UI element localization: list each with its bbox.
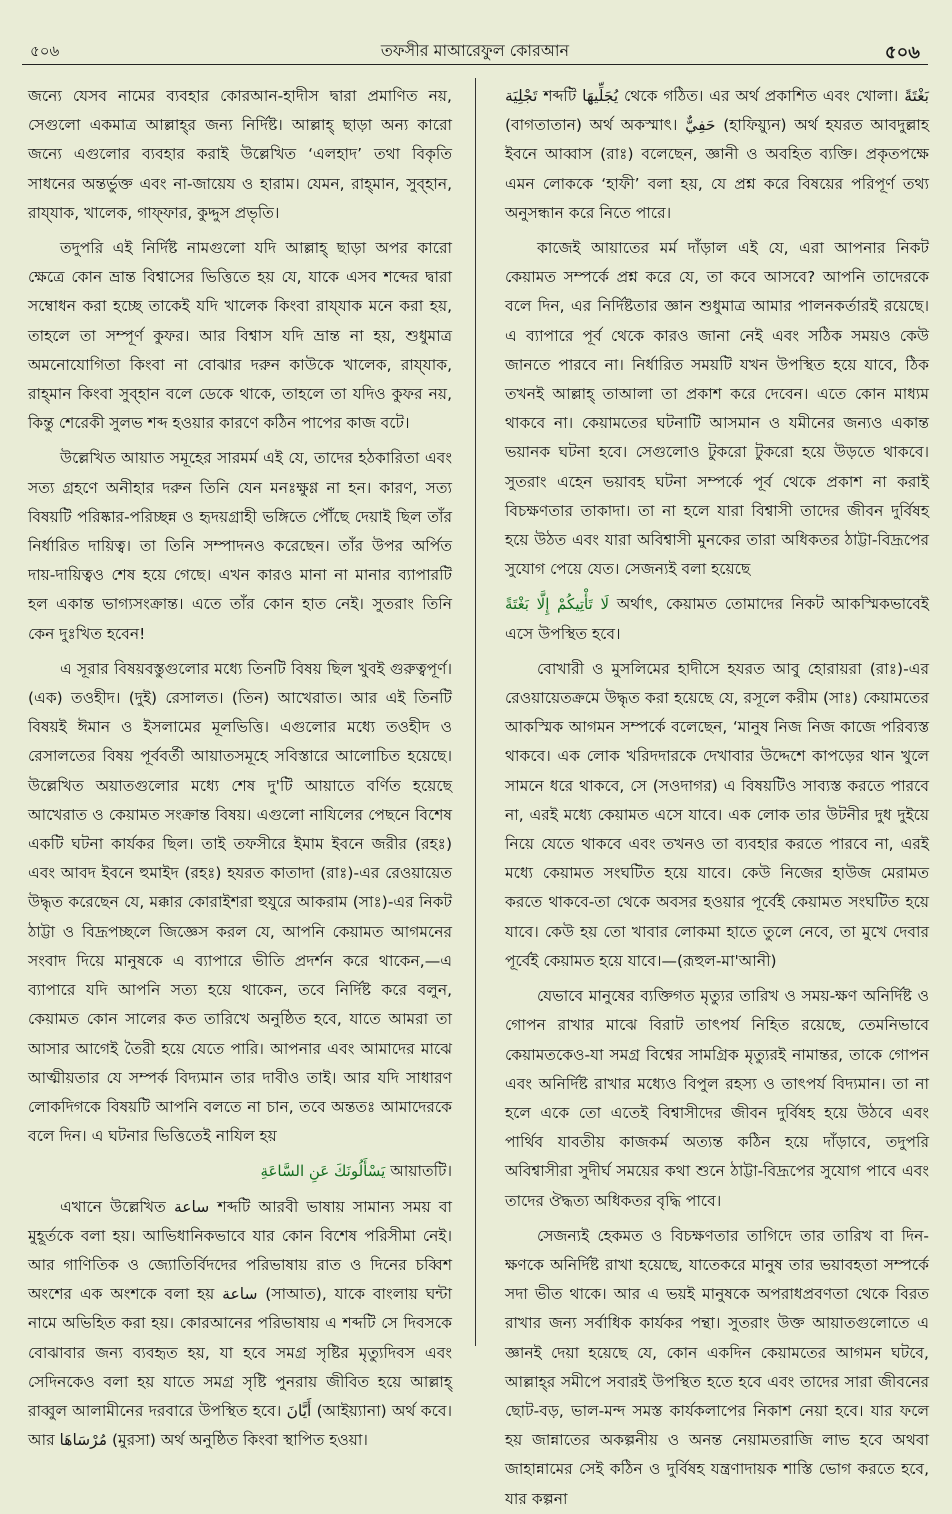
paragraph: সেজন্যই হেকমত ও বিচক্ষণতার তাগিদে তার তারিখ বা দিন-ক্ষণকে অনির্দিষ্ট রাখা হয়েছে, যাতেকরে মানুষ তার ভয়াবহতা সম্পর্কে সদা ভীত থাকে। আর এ ভয়ই মানুষকে অপরাধপ্রবণতা থেকে বিরত রাখার জন্য সর্বাধিক কার্যকর পন্থা। সুতরাং উক্ত আয়াতগুলোতে এ জ্ঞানই দেয়া হয়েছে যে, কোন একদিন কেয়ামতের আগমন ঘটবে, আল্লাহ্‌র সমীপে সবারই উপস্থিত হতে হবে এবং তাদের সারা জীবনের ছোট-বড়, ভাল-মন্দ সমস্ত কার্যকলাপের নিকাশ নেয়া হবে। যার ফলে হয় জান্নাতের অকল্পনীয় ও অনন্ত নেয়ামতরাজি লাভ হবে অথবা জাহান্নামের সেই কঠিন ও দুর্বিষহ যন্ত্রণাদায়ক শাস্তি ভোগ করতে হবে, যার কল্পনা bbox=[505, 1226, 929, 1508]
paragraph: যেভাবে মানুষের ব্যক্তিগত মৃত্যুর তারিখ ও সময়-ক্ষণ অনির্দিষ্ট ও গোপন রাখার মাঝে বিরাট তাৎপর্য নিহিত রয়েছে, তেমনিভাবে কেয়ামতকেও-যা সমগ্র বিশ্বের সামগ্রিক মৃত্যুরই নামান্তর, তাকে গোপন এবং অনির্দিষ্ট রাখার মধ্যেও বিপুল রহস্য ও তাৎপর্য বিদ্যমান। তা না হলে একে তো এতেই বিশ্বাসীদের জীবন দুর্বিষহ হয়ে উঠবে এবং পার্থিব যাবতীয় কাজকর্ম অত্যন্ত কঠিন হয়ে দাঁড়াবে, তদুপরি অবিশ্বাসীরা সুদীর্ঘ সময়ের কথা শুনে ঠাট্টা-বিদ্রূপের সুযোগ পাবে এবং তাদের ঔদ্ধত্য অধিকতর বৃদ্ধি পাবে। bbox=[505, 987, 929, 1210]
paragraph: উল্লেখিত আয়াত সমূহের সারমর্ম এই যে, তাদের হঠকারিতা এবং সত্য গ্রহণে অনীহার দরুন তিনি যেন মনঃক্ষুণ্ণ না হন। কারণ, সত্য বিষয়টি পরিষ্কার-পরিচ্ছন্ন ও হৃদয়গ্রাহী ভঙ্গিতে পৌঁছে দেয়াই ছিল তাঁর নির্ধারিত দায়িত্ব। তা তিনি সম্পাদনও করেছেন। তাঁর উপর অর্পিত দায়-দায়িত্বও শেষ হয়ে গেছে। এখন কারও মানা না মানার ব্যাপারটি হল একান্ত ভাগ্যসংক্রান্ত। এতে তাঁর কোন হাত নেই। সুতরাং তিনি কেন দুঃখিত হবেন! bbox=[28, 449, 452, 643]
page-header bbox=[22, 34, 928, 65]
paragraph: বোখারী ও মুসলিমের হাদীসে হযরত আবু হোরায়রা (রাঃ)-এর রেওয়ায়েতক্রমে উদ্ধৃত করা হয়েছে যে, রসূলে করীম (সাঃ) কেয়ামতের আকস্মিক আগমন সম্পর্কে বলেছেন, ‘মানুষ নিজ নিজ কাজে পরিব্যস্ত থাকবে। এক লোক খরিদদারকে দেখাবার উদ্দেশে কাপড়ের থান খুলে সামনে ধরে থাকবে, সে (সওদাগর) এ বিষয়টিও সাব্যস্ত করতে পারবে না, এরই মধ্যে কেয়ামত এসে যাবে। এক লোক তার উটনীর দুধ দুইয়ে নিয়ে যেতে থাকবে এবং তখনও তা ব্যবহার করতে পারবে না, এরই মধ্যে কেয়ামত সংঘটিত হয়ে যাবে। কেউ নিজের হাউজ মেরামত করতে থাকবে-তা থেকে অবসর হওয়ার পূর্বেই কেয়ামত সংঘটিত হয়ে যাবে। কেউ হয় তো খাবার লোকমা হাতে তুলে নেবে, তা মুখে দেবার পূর্বেই কেয়ামত হয়ে যাবে।—(রূহুল-মা'আনী) bbox=[505, 659, 929, 970]
paragraph: কাজেই আয়াতের মর্ম দাঁড়াল এই যে, এরা আপনার নিকট কেয়ামত সম্পর্কে প্রশ্ন করে যে, তা কবে আসবে? আপনি তাদেরকে বলে দিন, এর নির্দিষ্টতার জ্ঞান শুধুমাত্র আমার পালনকর্তারই রয়েছে। এ ব্যাপারে পূর্ব থেকে কারও জানা নেই এবং সঠিক সময়ও কেউ জানতে পারবে না। নির্ধারিত সময়টি যখন উপস্থিত হয়ে যাবে, ঠিক তখনই আল্লাহ্ তাআলা তা প্রকাশ করে দেবেন। এতে কোন মাধ্যম থাকবে না। কেয়ামতের ঘটনাটি আসমান ও যমীনের জন্যও একান্ত ভয়ানক ঘটনা হবে। সেগুলোও টুকরো টুকরো হয়ে উড়তে থাকবে। সুতরাং এহেন ভয়াবহ ঘটনা সম্পর্কে পূর্ব থেকে প্রকাশ না করাই বিচক্ষণতার তাকাদা। তা না হলে যারা বিশ্বাসী তাদের জীবন দুর্বিষহ হয়ে উঠত এবং যারা অবিশ্বাসী মুনকের তারা অধিকতর ঠাট্টা-বিদ্রূপের সুযোগ পেয়ে যেত। সেজন্যই বলা হয়েছে bbox=[505, 239, 929, 579]
paragraph: এ সূরার বিষয়বস্তুগুলোর মধ্যে তিনটি বিষয় ছিল খুবই গুরুত্বপূর্ণ। (এক) তওহীদ। (দুই) রেসালত। (তিন) আখেরাত। আর এই তিনটি বিষয়ই ঈমান ও ইসলামের মূলভিত্তি। এগুলোর মধ্যে তওহীদ ও রেসালতের বিষয় পূর্ববর্তী আয়াতসমূহে সবিস্তারে আলোচিত হয়েছে। উল্লেখিত অয়াতগুলোর মধ্যে শেষ দু'টি আয়াতে বর্ণিত হয়েছে আখেরাত ও কেয়ামত সংক্রান্ত বিষয়। এগুলো নাযিলের পেছনে বিশেষ একটি ঘটনা কার্যকর ছিল। তাই তফসীরে ইমাম ইবনে জরীর (রহঃ) এবং আবদ ইবনে হুমাইদ (রহঃ) হযরত কাতাদা (রাঃ)-এর রেওয়ায়েত উদ্ধৃত করেছেন যে, মক্কার কোরাইশরা হুযুরে আকরাম (সাঃ)-এর নিকট ঠাট্টা ও বিদ্রূপচ্ছলে জিজ্ঞেস করল যে, আপনি কেয়ামত আগমনের সংবাদ দিয়ে মানুষকে এ ব্যাপারে ভীতি প্রদর্শন করে থাকেন,—এ ব্যাপারে যদি আপনি সত্য হয়ে থাকেন, তবে নির্দিষ্ট করে বলুন, কেয়ামত কোন সালের কত তারিখে অনুষ্ঠিত হবে, যাতে আমরা তা আসার আগেই তৈরী হয়ে যেতে পারি। আপনার এবং আমাদের মাঝে আত্মীয়তার যে সম্পর্ক বিদ্যমান তার দাবীও তাই। আর যদি সাধারণ লোকদিগকে বিষয়টি আপনি বলতে না চান, তবে অন্ততঃ আমাদেরকে বলে দিন। এ ঘটনার ভিত্তিতেই নাযিল হয় bbox=[28, 659, 452, 1146]
right-column bbox=[505, 82, 929, 1508]
page-title: তফসীর মাআরেফুল কোরআন bbox=[380, 41, 570, 60]
verse-translation: অর্থাৎ, কেয়ামত তোমাদের নিকট আকস্মিকভাবেই এসে উপস্থিত হবে। bbox=[505, 595, 929, 643]
column-divider bbox=[475, 78, 476, 1346]
arabic-verse-line bbox=[28, 1157, 452, 1186]
left-column bbox=[28, 82, 453, 1450]
verse-caption: আয়াতটি। bbox=[390, 1162, 452, 1181]
paragraph: এখানে উল্লেখিত ساعة শব্দটি আরবী ভাষায় সামান্য সময় বা মুহূর্তকে বলা হয়। আভিধানিকভাবে যার কোন বিশেষ পরিসীমা নেই। আর গাণিতিক ও জ্যোতির্বিদদের পরিভাষায় রাত ও দিনের চব্বিশ অংশের এক অংশকে বলা হয় ساعة (সাআত), যাকে বাংলায় ঘন্টা নামে অভিহিত করা হয়। কোরআনের পরিভাষায় এ শব্দটি সে দিবসকে বোঝাবার জন্য ব্যবহৃত হয়, যা হবে সমগ্র সৃষ্টির মৃত্যুদিবস এবং সেদিনকেও বলা হয় যাতে সমগ্র সৃষ্টি পুনরায় জীবিত হয়ে আল্লাহ্ রাব্বুল আলামীনের দরবারে উপস্থিত হবে। أَيَّانَ (আইয়্যানা) অর্থ কবে। আর مُرْسَاهَا (মুরসা) অর্থ অনুষ্ঠিত কিংবা স্থাপিত হওয়া। bbox=[28, 1197, 453, 1450]
page-number-right: ৫০৬ bbox=[884, 42, 920, 63]
paragraph: তদুপরি এই নির্দিষ্ট নামগুলো যদি আল্লাহ্ ছাড়া অপর কারো ক্ষেত্রে কোন ভ্রান্ত বিশ্বাসের ভিত্তিতে হয় যে, যাকে এসব শব্দের দ্বারা সম্বোধন করা হচ্ছে তাকেই যদি খালেক কিংবা রায্‌যাক মনে করা হয়, তাহলে তা সম্পূর্ণ কুফর। আর বিশ্বাস যদি ভ্রান্ত না হয়, শুধুমাত্র অমনোযোগিতা কিংবা না বোঝার দরুন কাউকে খালেক, রায্‌যাক, রাহ্‌মান কিংবা সুব্হান বলে ডেকে থাকে, তাহলে তা যদিও কুফর নয়, কিন্তু শেরেকী সুলভ শব্দ হওয়ার কারণে কঠিন পাপের কাজ বটে। bbox=[28, 239, 452, 433]
paragraph: জন্যে যেসব নামের ব্যবহার কোরআন-হাদীস দ্বারা প্রমাণিত নয়, সেগুলো একমাত্র আল্লাহ্‌র জন্য নির্দিষ্ট। আল্লাহ্ ছাড়া অন্য কারো জন্যে এগুলোর ব্যবহার করাই উল্লেখিত ‘এলহাদ’ তথা বিকৃতি সাধনের অন্তর্ভুক্ত এবং না-জায়েয ও হারাম। যেমন, রাহ্‌মান, সুব্হান, রায্‌যাক, খালেক, গাফ্‌ফার, কুদ্দুস প্রভৃতি। bbox=[28, 87, 452, 222]
arabic-verse-line bbox=[505, 590, 929, 648]
arabic-verse: لَا تَأْتِيكُمْ إِلَّا بَغْتَةً bbox=[505, 595, 610, 614]
page-number-left: ৫০৬ bbox=[30, 42, 60, 60]
arabic-verse: يَسْأَلُونَكَ عَنِ السَّاعَةِ bbox=[260, 1162, 386, 1181]
paragraph: تَجْلِيَة শব্দটি يُجَلِّيهَا থেকে গঠিত। এর অর্থ প্রকাশিত এবং খোলা। بَغْتَةً (বাগতাতান) অর্থ অকস্মাৎ। حَفِيٌّ (হাফিয়্যুন) অর্থ হযরত আবদুল্লাহ ইবনে আব্বাস (রাঃ) বলেছেন, জ্ঞানী ও অবহিত ব্যক্তি। প্রকৃতপক্ষে এমন লোককে ‘হাফী’ বলা হয়, যে প্রশ্ন করে বিষয়ের পরিপূর্ণ তথ্য অনুসন্ধান করে নিতে পারে। bbox=[505, 87, 929, 222]
